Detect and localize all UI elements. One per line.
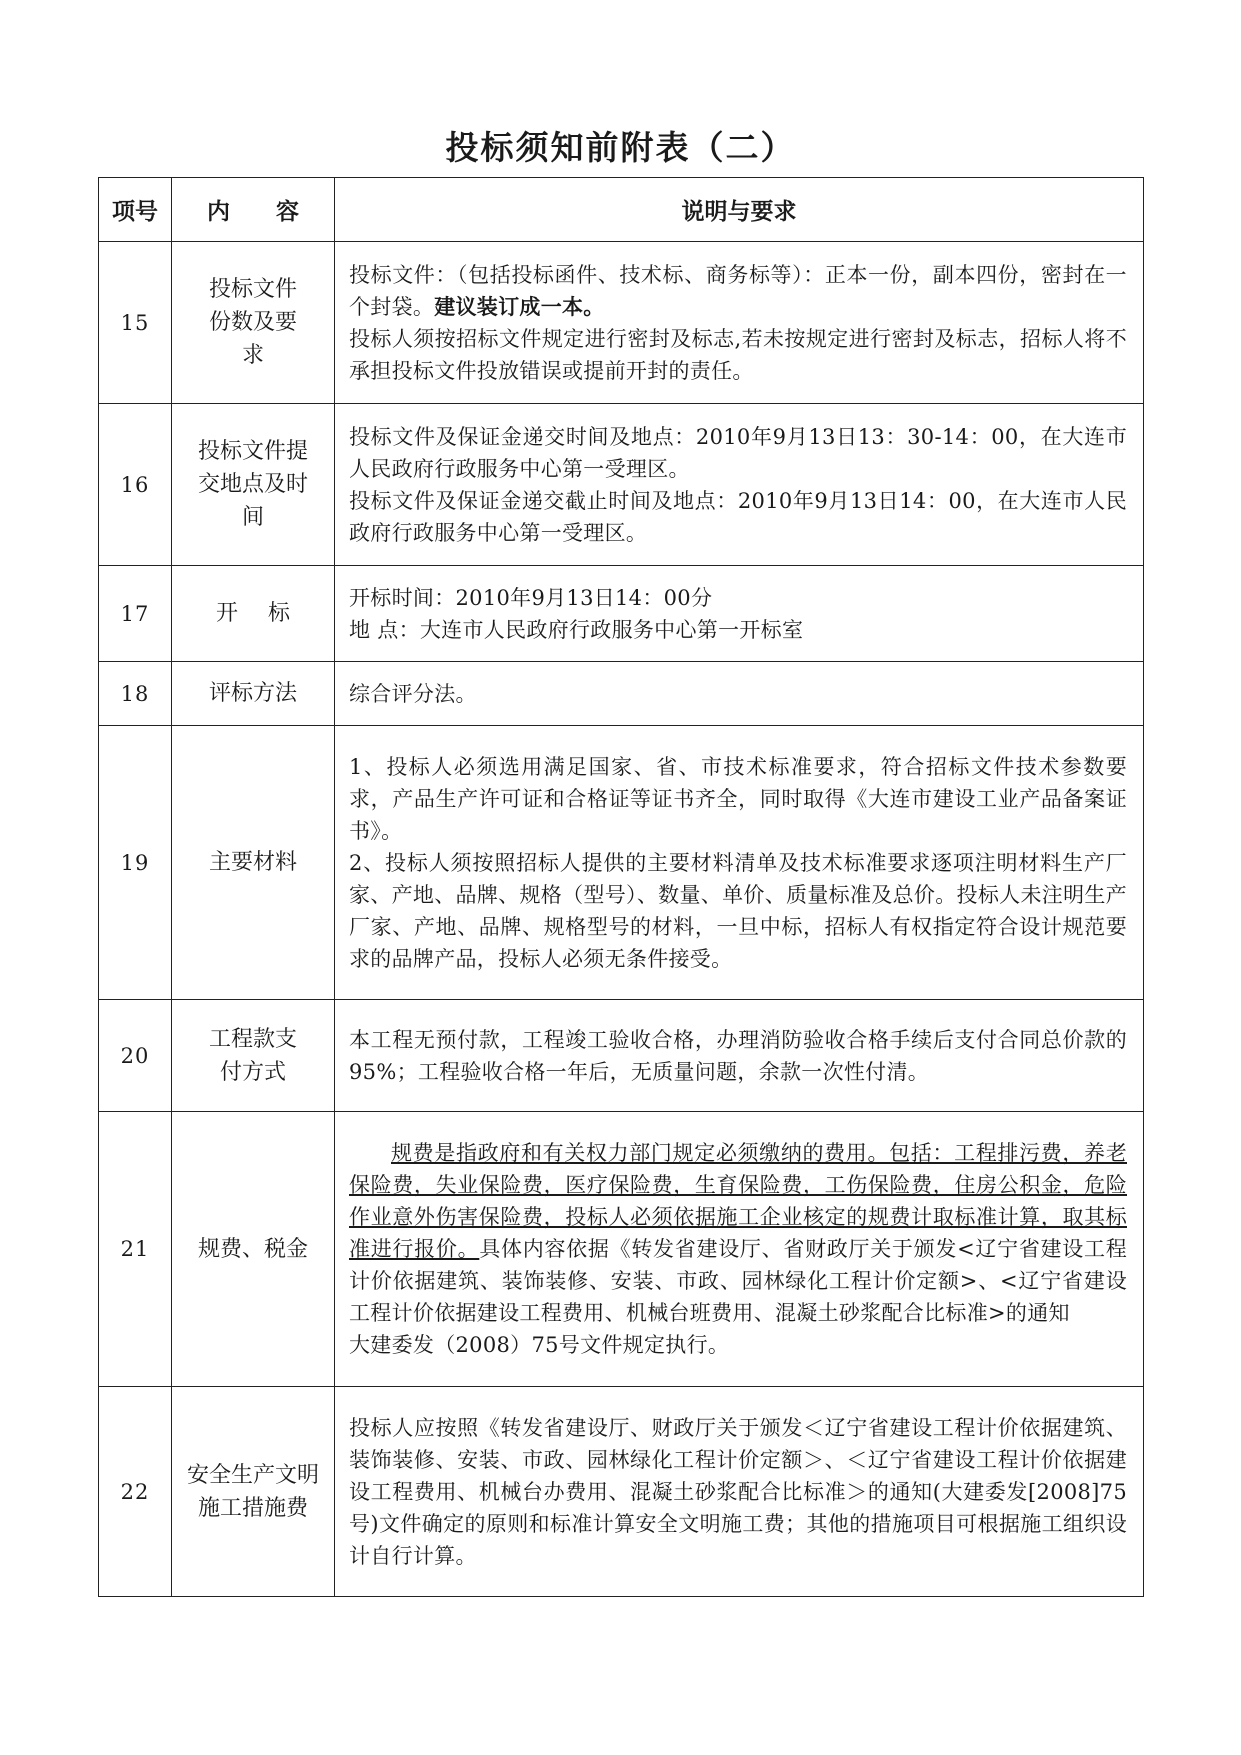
row-number: 15 [99, 242, 172, 404]
desc-line: 1、投标人必须选用满足国家、省、市技术标准要求，符合招标文件技术参数要求，产品生产许可证和合格证等证书齐全，同时取得《大连市建设工业产品备案证书》。 [349, 754, 1127, 843]
row-desc [335, 566, 1144, 662]
bid-notice-table [98, 177, 1144, 1597]
row-item-label: 开标 [215, 601, 320, 626]
row-item-label: 投标文件提交地点及时间 [197, 439, 308, 530]
desc-line: 投标文件及保证金递交时间及地点：2010年9月13日13：30-14：00，在大连市人民政府行政服务中心第一受理区。 [349, 424, 1127, 481]
row-number: 22 [99, 1387, 172, 1597]
table-row [99, 726, 1144, 1000]
desc-underlined-text: 规费是指政府和有关权力部门规定必须缴纳的费用。包括：工程排污费，养老保险费，失业保险费，医疗保险费，生育保险费，工伤保险费，住房公积金，危险作业意外伤害保险费，投标人必须依据施工企业核定的规费计取标准计算，取其标准进行报价。 [349, 1141, 1127, 1261]
row-desc [335, 1387, 1144, 1597]
table-header-row [99, 178, 1144, 242]
row-item-label: 工程款支付方式 [208, 1026, 297, 1085]
desc-text: 投标文件：（包括投标函件、技术标、商务标等）：正本一份，副本四份，密封在一个封袋。 [349, 262, 1127, 319]
desc-text: 具体内容依据《转发省建设厅、省财政厅关于颁发<辽宁省建设工程计价依据建筑、装饰装修、安装、市政、园林绿化工程计价定额>、<辽宁省建设工程计价依据建设工程费用、机械台班费用、混凝土砂浆配合比标准>的通知 [349, 1237, 1127, 1325]
desc-line: 投标文件及保证金递交截止时间及地点：2010年9月13日14：00，在大连市人民政府行政服务中心第一受理区。 [349, 488, 1127, 545]
row-item: 评标方法 [172, 662, 335, 726]
row-number: 16 [99, 404, 172, 566]
table-row [99, 1387, 1144, 1597]
row-number: 18 [99, 662, 172, 726]
desc-line: 本工程无预付款，工程竣工验收合格，办理消防验收合格手续后支付合同总价款的95%；工程验收合格一年后，无质量问题，余款一次性付清。 [349, 1027, 1127, 1084]
table-row [99, 1112, 1144, 1387]
desc-line: 大建委发（2008）75号文件规定执行。 [349, 1333, 730, 1357]
row-number: 21 [99, 1112, 172, 1387]
row-item: 主要材料 [172, 726, 335, 1000]
row-number: 19 [99, 726, 172, 1000]
row-item-label: 安全生产文明施工措施费 [186, 1462, 319, 1521]
table-row [99, 1000, 1144, 1112]
desc-line: 综合评分法。 [349, 681, 477, 706]
row-item [172, 242, 335, 404]
row-desc [335, 662, 1144, 726]
desc-line: 开标时间：2010年9月13日14：00分 [349, 585, 713, 610]
desc-line: 投标人应按照《转发省建设厅、财政厅关于颁发＜辽宁省建设工程计价依据建筑、装饰装修、安装、市政、园林绿化工程计价定额＞、＜辽宁省建设工程计价依据建设工程费用、机械台办费用、混凝土砂浆配合比标准＞的通知(大建委发[2008]75号)文件确定的原则和标准计算安全文明施工费；其他的措施项目可根据施工组织设计自行计算。 [349, 1415, 1127, 1568]
row-item: 规费、税金 [172, 1112, 335, 1387]
table-row [99, 566, 1144, 662]
row-item [172, 566, 335, 662]
desc-line: 投标人须按招标文件规定进行密封及标志,若未按规定进行密封及标志，招标人将不承担投标文件投放错误或提前开封的责任。 [349, 326, 1127, 383]
table-row [99, 404, 1144, 566]
table-row [99, 662, 1144, 726]
row-item [172, 404, 335, 566]
header-desc: 说明与要求 [335, 178, 1144, 242]
header-no: 项号 [99, 178, 172, 242]
desc-line: 地 点：大连市人民政府行政服务中心第一开标室 [349, 617, 804, 642]
row-desc [335, 242, 1144, 404]
row-desc [335, 726, 1144, 1000]
row-desc [335, 1000, 1144, 1112]
desc-line [349, 259, 1127, 323]
row-desc [335, 1112, 1144, 1387]
header-content: 内 容 [172, 178, 335, 242]
row-item [172, 1387, 335, 1597]
row-item-label: 投标文件份数及要求 [208, 277, 297, 368]
row-desc [335, 404, 1144, 566]
desc-bold-text: 建议装订成一本。 [434, 293, 605, 319]
page-title: 投标须知前附表（二） [445, 128, 796, 167]
row-number: 17 [99, 566, 172, 662]
row-item [172, 1000, 335, 1112]
desc-line [349, 1137, 1127, 1329]
desc-line: 2、投标人须按照招标人提供的主要材料清单及技术标准要求逐项注明材料生产厂家、产地、品牌、规格（型号）、数量、单价、质量标准及总价。投标人未注明生产厂家、产地、品牌、规格型号的材料，一旦中标，招标人有权指定符合设计规范要求的品牌产品，投标人必须无条件接受。 [349, 850, 1127, 971]
row-number: 20 [99, 1000, 172, 1112]
table-row [99, 242, 1144, 404]
